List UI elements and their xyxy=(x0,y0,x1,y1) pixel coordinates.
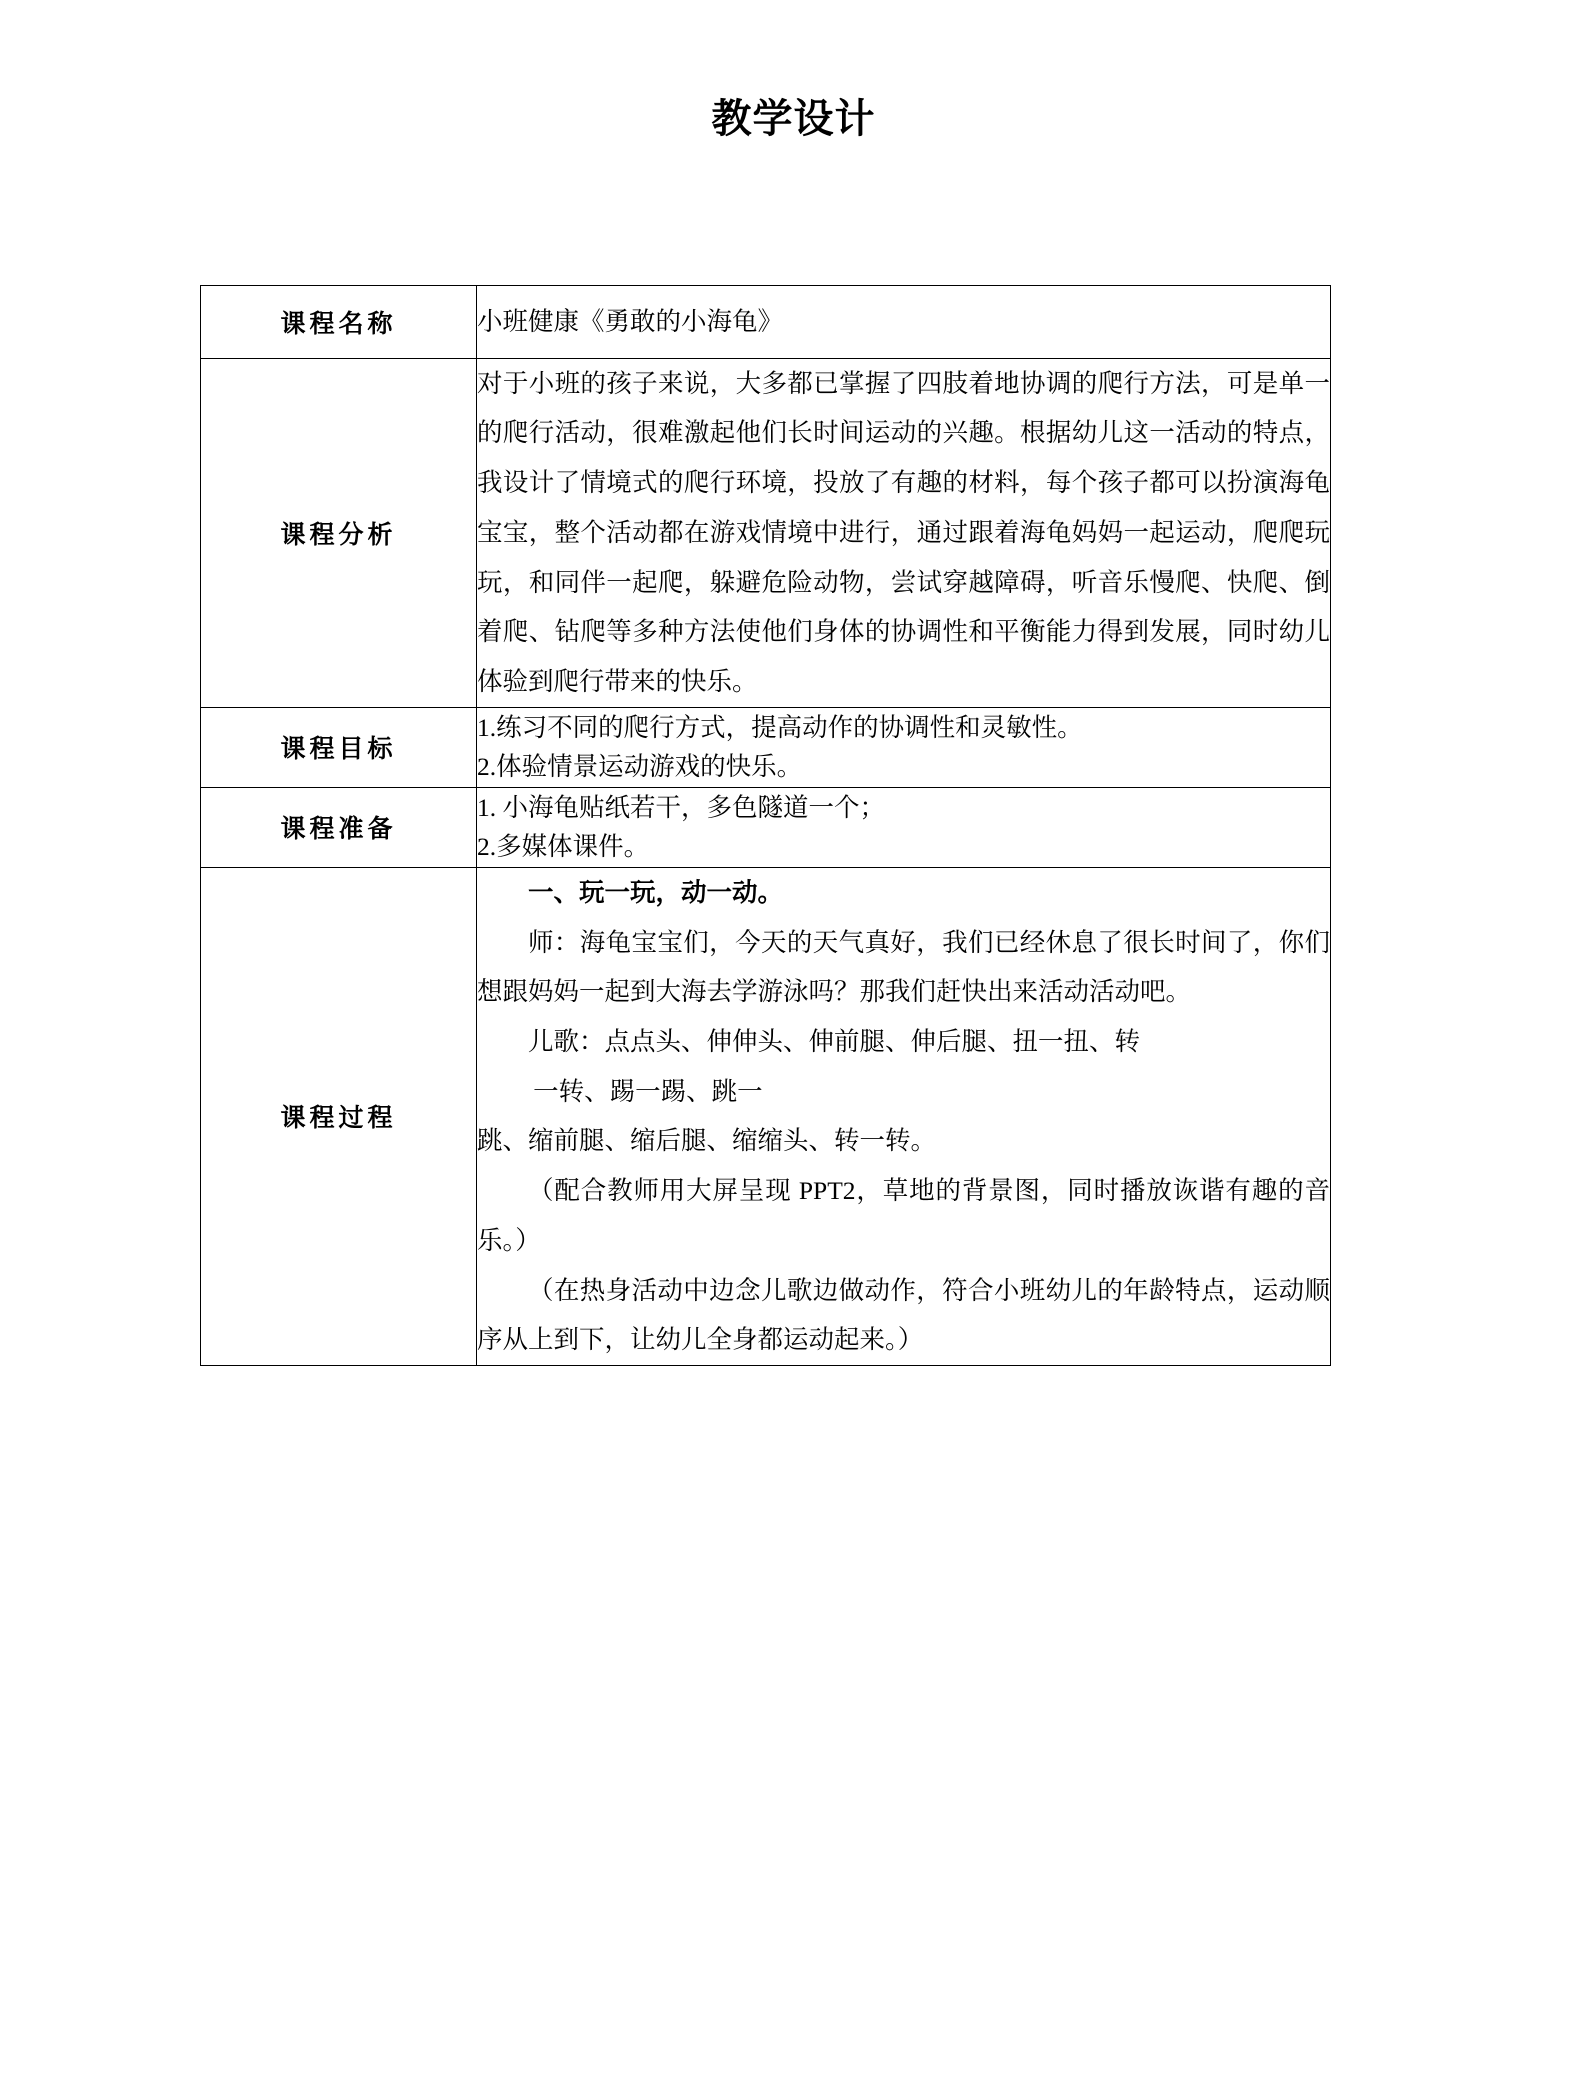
row-value-course-name xyxy=(477,286,1331,359)
row-label-course-process: 课程过程 xyxy=(201,867,477,1365)
lesson-plan-table xyxy=(200,285,1331,1366)
process-teacher-speech: 师：海龟宝宝们，今天的天气真好，我们已经休息了很长时间了，你们想跟妈妈一起到大海去学游泳吗？那我们赶快出来活动活动吧。 xyxy=(477,927,1330,1007)
preparation-item-2: 2.多媒体课件。 xyxy=(477,832,650,862)
process-heading: 一、玩一玩，动一动。 xyxy=(528,877,784,907)
course-analysis-text: 对于小班的孩子来说，大多都已掌握了四肢着地协调的爬行方法，可是单一的爬行活动，很难激起他们长时间运动的兴趣。根据幼儿这一活动的特点，我设计了情境式的爬行环境，投放了有趣的材料，每个孩子都可以扮演海龟宝宝，整个活动都在游戏情境中进行，通过跟着海龟妈妈一起运动，爬爬玩玩，和同伴一起爬，躲避危险动物，尝试穿越障碍，听音乐慢爬、快爬、倒着爬、钻爬等多种方法使他们身体的协调性和平衡能力得到发展，同时幼儿体验到爬行带来的快乐。 xyxy=(477,368,1330,696)
page-title: 教学设计 xyxy=(711,97,876,141)
row-label-course-analysis: 课程分析 xyxy=(201,358,477,707)
row-label-course-name: 课程名称 xyxy=(201,286,477,359)
process-rhyme-line-1: 儿歌：点点头、伸伸头、伸前腿、伸后腿、扭一扭、转 xyxy=(528,1026,1141,1056)
course-name-text: 小班健康《勇敢的小海龟》 xyxy=(477,307,784,336)
table-row-course-preparation xyxy=(201,787,1331,867)
objective-item-1: 1.练习不同的爬行方式，提高动作的协调性和灵敏性。 xyxy=(477,712,1083,742)
objective-item-2: 2.体验情景运动游戏的快乐。 xyxy=(477,752,803,782)
row-value-course-objectives xyxy=(477,707,1331,787)
table-row-course-analysis xyxy=(201,358,1331,707)
table-row-course-process xyxy=(201,867,1331,1365)
row-label-course-objectives: 课程目标 xyxy=(201,707,477,787)
process-note-1: （配合教师用大屏呈现 PPT2，草地的背景图，同时播放诙谐有趣的音乐。） xyxy=(477,1176,1330,1255)
process-rhyme-line-3: 跳、缩前腿、缩后腿、缩缩头、转一转。 xyxy=(477,1126,937,1156)
lesson-plan-table-wrapper xyxy=(200,285,1328,1366)
row-value-course-analysis xyxy=(477,358,1331,707)
row-value-course-preparation xyxy=(477,787,1331,867)
process-note-2: （在热身活动中边念儿歌边做动作，符合小班幼儿的年龄特点，运动顺序从上到下，让幼儿全身都运动起来。） xyxy=(477,1275,1330,1355)
preparation-item-1: 1. 小海龟贴纸若干，多色隧道一个； xyxy=(477,792,886,822)
row-value-course-process xyxy=(477,867,1331,1365)
table-row-course-objectives xyxy=(201,707,1331,787)
process-rhyme-line-2: 一转、踢一踢、跳一 xyxy=(533,1076,763,1106)
row-label-course-preparation: 课程准备 xyxy=(201,787,477,867)
table-row-course-name xyxy=(201,286,1331,359)
